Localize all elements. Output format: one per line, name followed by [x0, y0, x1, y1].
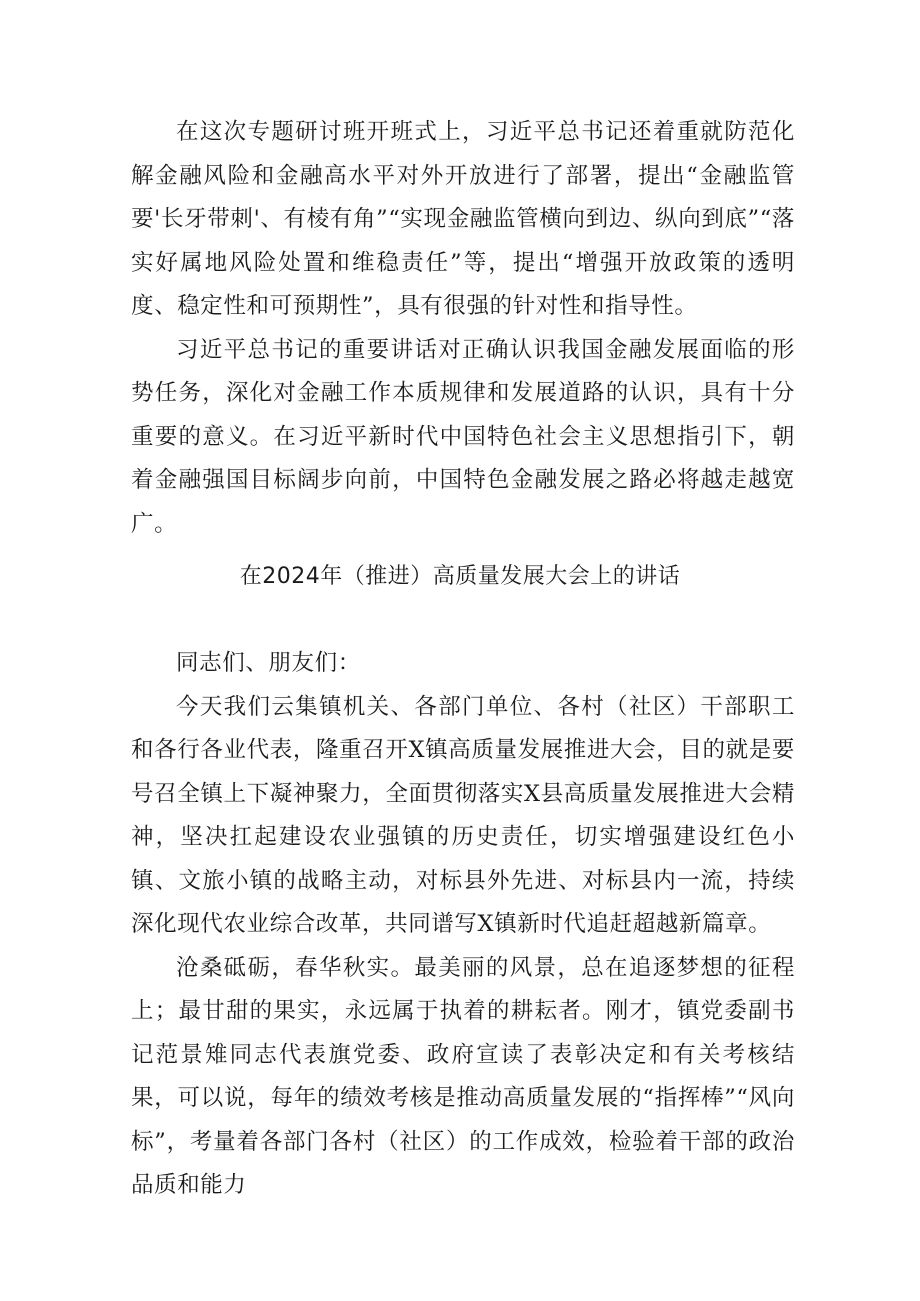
- salutation: 同志们、朋友们：: [176, 650, 361, 676]
- paragraph-performance-review: 沧桑砥砺，春华秋实。最美丽的风景，总在追逐梦想的征程上；最甘甜的果实，永远属于执着的耕耘者。刚才，镇党委副书记范景雉同志代表旗党委、政府宣读了表彰决定和有关考核结果，可以说，每年的绩效考核是推动高质量发展的“指挥棒”“风向标”，考量着各部门各村（社区）的工作成效，检验着干部的政治品质和能力: [131, 954, 795, 1198]
- section-2-body: [131, 642, 795, 1208]
- paragraph-financial-supervision: 在这次专题研讨班开班式上，习近平总书记还着重就防范化解金融风险和金融高水平对外开放进行了部署，提出“金融监管要'长牙带刺'、有棱有角”“实现金融监管横向到边、纵向到底”“落实好属地风险处置和维稳责任”等，提出“增强开放政策的透明度、稳定性和可预期性”，具有很强的针对性和指导性。: [131, 119, 795, 319]
- speech-title: 在2024年（推进）高质量发展大会上的讲话: [239, 564, 681, 589]
- paragraph-conference-purpose: 今天我们云集镇机关、各部门单位、各村（社区）干部职工和各行各业代表，隆重召开X镇高质量发展推进大会，目的就是要号召全镇上下凝神聚力，全面贯彻落实X县高质量发展推进大会精神，坚决扛起建设农业强镇的历史责任，切实增强建设红色小镇、文旅小镇的战略主动，对标县外先进、对标县内一流，持续深化现代农业综合改革，共同谱写X镇新时代追赶超越新篇章。: [131, 693, 795, 937]
- section-1-body: [131, 111, 795, 546]
- paragraph-financial-development: 习近平总书记的重要讲话对正确认识我国金融发展面临的形势任务，深化对金融工作本质规律和发展道路的认识，具有十分重要的意义。在习近平新时代中国特色社会主义思想指引下，朝着金融强国目标阔步向前，中国特色金融发展之路必将越走越宽广。: [131, 336, 795, 537]
